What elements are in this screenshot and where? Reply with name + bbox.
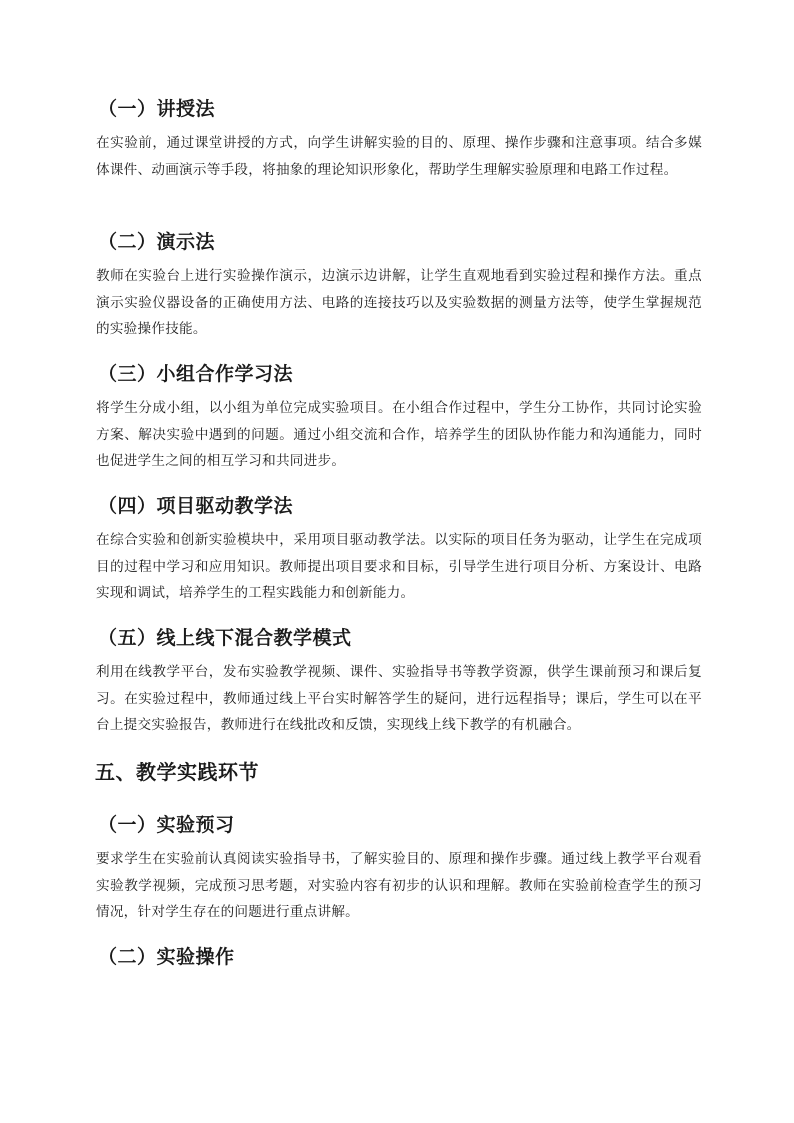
chapter-heading: 五、教学实践环节: [95, 760, 259, 784]
practice-body-preview: 要求学生在实验前认真阅读实验指导书，了解实验目的、原理和操作步骤。通过线上教学平台观看实验教学视频，完成预习思考题，对实验内容有初步的认识和理解。教师在实验前检查学生的预习情况，针对学生存在的问题进行重点讲解。: [96, 851, 702, 920]
section-body-group-learning: 将学生分成小组，以小组为单位完成实验项目。在小组合作过程中，学生分工协作，共同讨论实验方案、解决实验中遇到的问题。通过小组交流和合作，培养学生的团队协作能力和沟通能力，同时也促进学生之间的相互学习和共同进步。: [96, 400, 702, 469]
section-heading-project-driven: （四）项目驱动教学法: [98, 495, 294, 517]
section-heading-group-learning: （三）小组合作学习法: [98, 363, 294, 385]
section-heading-demonstration: （二）演示法: [98, 231, 216, 253]
practice-heading-operation: （二）实验操作: [98, 946, 235, 968]
section-heading-lecture: （一）讲授法: [98, 98, 216, 120]
section-body-lecture: 在实验前，通过课堂讲授的方式，向学生讲解实验的目的、原理、操作步骤和注意事项。结合多媒体课件、动画演示等手段，将抽象的理论知识形象化，帮助学生理解实验原理和电路工作过程。: [96, 135, 702, 178]
section-heading-blended-teaching: （五）线上线下混合教学模式: [98, 627, 352, 649]
section-body-demonstration: 教师在实验台上进行实验操作演示，边演示边讲解，让学生直观地看到实验过程和操作方法。重点演示实验仪器设备的正确使用方法、电路的连接技巧以及实验数据的测量方法等，使学生掌握规范的实验操作技能。: [96, 268, 702, 337]
section-body-blended-teaching: 利用在线教学平台，发布实验教学视频、课件、实验指导书等教学资源，供学生课前预习和课后复习。在实验过程中，教师通过线上平台实时解答学生的疑问，进行远程指导；课后，学生可以在平台上提交实验报告，教师进行在线批改和反馈，实现线上线下教学的有机融合。: [96, 664, 702, 733]
practice-heading-preview: （一）实验预习: [98, 814, 235, 836]
section-body-project-driven: 在综合实验和创新实验模块中，采用项目驱动教学法。以实际的项目任务为驱动，让学生在完成项目的过程中学习和应用知识。教师提出项目要求和目标，引导学生进行项目分析、方案设计、电路实现和调试，培养学生的工程实践能力和创新能力。: [96, 532, 702, 601]
